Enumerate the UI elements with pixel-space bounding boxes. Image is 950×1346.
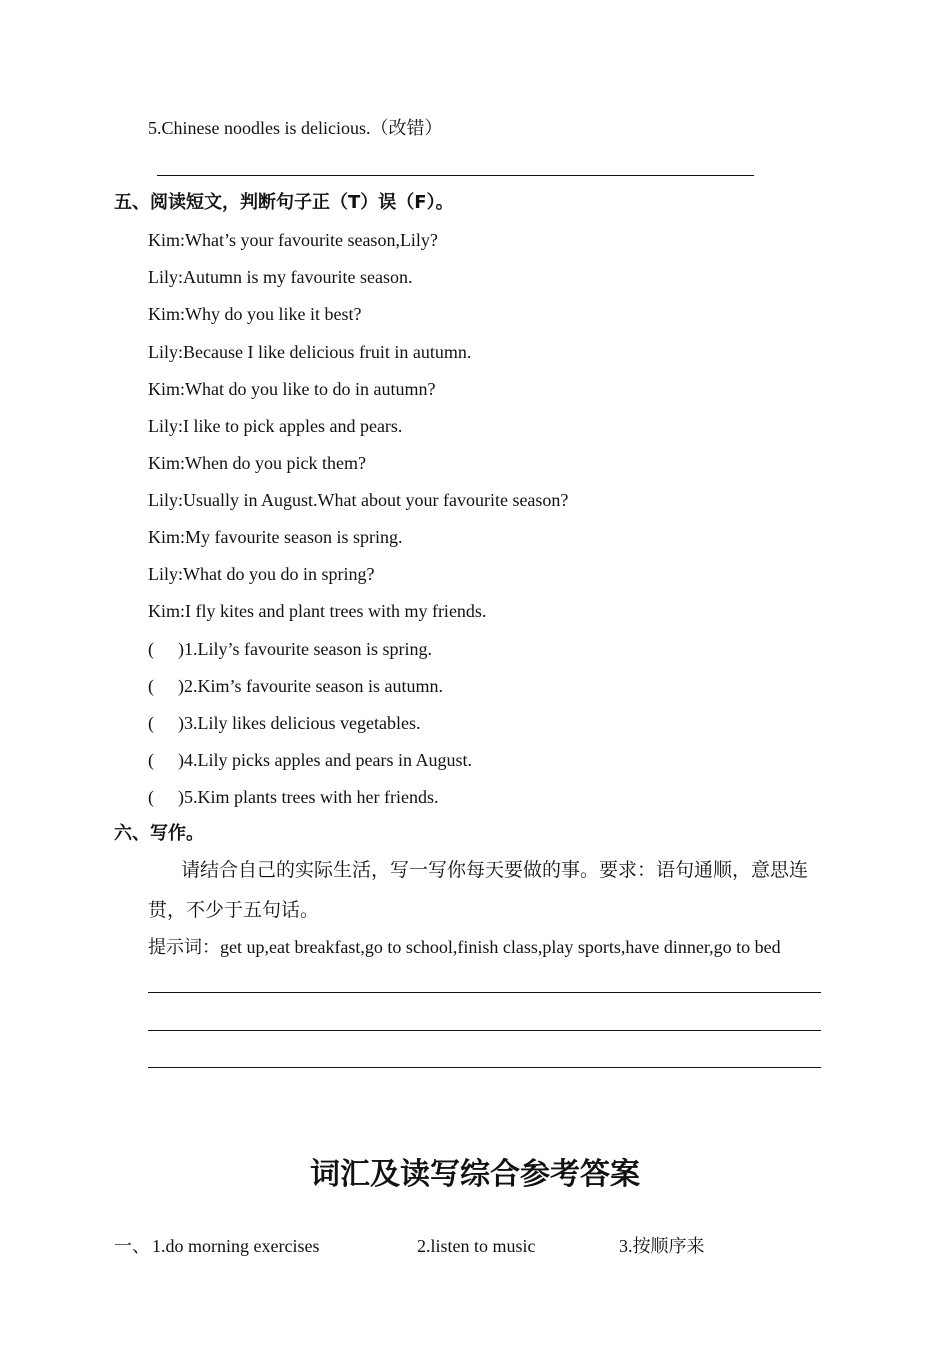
hint-label: 提示词：: [148, 937, 220, 958]
question-4-5: 5.Chinese noodles is delicious.（改错）: [148, 118, 443, 138]
dialogue-line: Lily:Usually in August.What about your favourite season?: [148, 490, 569, 510]
hint-words: get up,eat breakfast,go to school,finish class,play sports,have dinner,go to bed: [220, 937, 781, 957]
answer-item: 3.按顺序来: [619, 1236, 705, 1256]
writing-instruction: 请结合自己的实际生活，写一写你每天要做的事。要求：语句通顺，意思连: [181, 859, 809, 881]
tf-paren-open: (: [148, 639, 154, 659]
tf-answer-blank[interactable]: [158, 786, 178, 808]
tf-answer-blank[interactable]: [158, 749, 178, 771]
answer-prefix: 一、: [114, 1236, 150, 1257]
dialogue-line: Lily:I like to pick apples and pears.: [148, 416, 403, 436]
tf-answer-blank[interactable]: [158, 675, 178, 697]
writing-instruction-cont: 贯，不少于五句话。: [148, 899, 320, 921]
tf-answer-blank[interactable]: [158, 712, 178, 734]
hint-line: [148, 936, 781, 959]
dialogue-line: Kim:What’s your favourite season,Lily?: [148, 230, 438, 250]
tf-statement: )5.Kim plants trees with her friends.: [178, 787, 439, 807]
answer-item: 1.do morning exercises: [152, 1236, 320, 1256]
tf-statement: )3.Lily likes delicious vegetables.: [178, 713, 421, 733]
tf-answer-blank[interactable]: [158, 638, 178, 660]
dialogue-line: Kim:When do you pick them?: [148, 453, 366, 473]
answer-line[interactable]: [157, 175, 754, 176]
tf-statement: )1.Lily’s favourite season is spring.: [178, 639, 432, 659]
tf-statement: )2.Kim’s favourite season is autumn.: [178, 676, 443, 696]
dialogue-line: Kim:My favourite season is spring.: [148, 527, 403, 547]
tf-paren-open: (: [148, 676, 154, 696]
tf-paren-open: (: [148, 713, 154, 733]
answer-item: 2.listen to music: [417, 1236, 536, 1256]
tf-paren-open: (: [148, 787, 154, 807]
dialogue-line: Kim:What do you like to do in autumn?: [148, 379, 436, 399]
tf-statement: )4.Lily picks apples and pears in August.: [178, 750, 472, 770]
writing-line[interactable]: [148, 992, 821, 993]
writing-line[interactable]: [148, 1067, 821, 1068]
answer-key-title: 词汇及读写综合参考答案: [310, 1157, 640, 1192]
dialogue-line: Kim:I fly kites and plant trees with my friends.: [148, 601, 487, 621]
dialogue-line: Lily:What do you do in spring?: [148, 564, 375, 584]
writing-line[interactable]: [148, 1030, 821, 1031]
dialogue-line: Lily:Because I like delicious fruit in autumn.: [148, 342, 472, 362]
tf-paren-open: (: [148, 750, 154, 770]
dialogue-line: Kim:Why do you like it best?: [148, 304, 362, 324]
section-5-heading: 五、阅读短文，判断句子正（T）误（F）。: [114, 192, 454, 213]
dialogue-line: Lily:Autumn is my favourite season.: [148, 267, 413, 287]
section-6-heading: 六、写作。: [114, 823, 204, 844]
